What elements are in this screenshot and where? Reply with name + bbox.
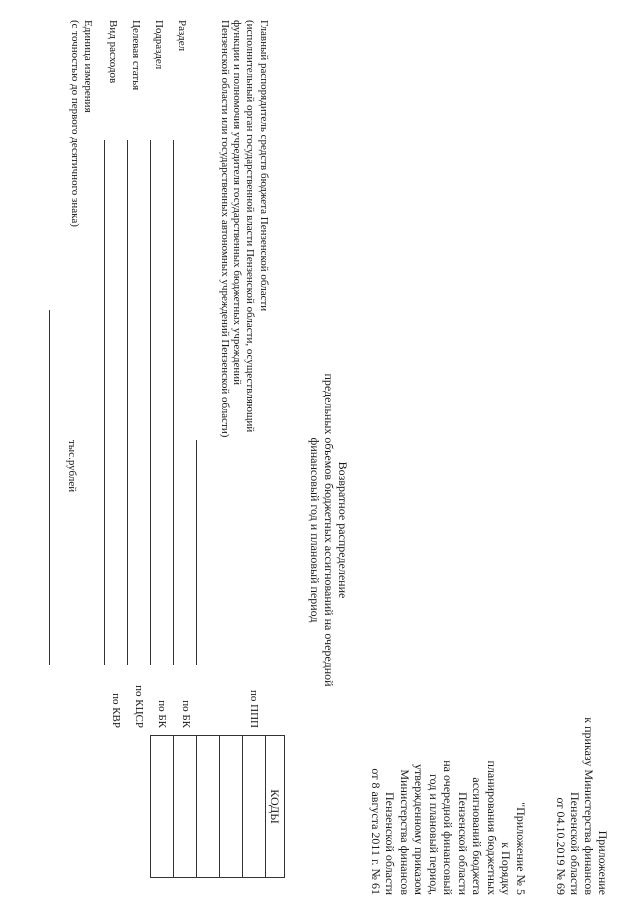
section-label: Раздел — [176, 20, 188, 52]
approval-line: Пензенской области — [568, 792, 582, 895]
code-label-ppp: по ППП — [248, 690, 260, 728]
expense-type-input-line[interactable] — [104, 140, 105, 665]
approval-block — [554, 635, 610, 895]
title-line: Возвратное распределение — [336, 461, 350, 599]
code-cell-section[interactable] — [220, 736, 243, 878]
title-line: финансовый год и плановый период — [308, 437, 322, 623]
gr-main-label: Главный распорядитель средств бюджета Пензенской области — [258, 20, 270, 312]
annex-block — [369, 715, 529, 895]
annex-line: Министерства финансов — [398, 769, 412, 895]
document-title — [308, 320, 350, 740]
expense-type-label: Вид расходов — [107, 20, 119, 84]
code-label-subsection: по БК — [156, 700, 168, 728]
annex-line: Пензенской области — [383, 792, 398, 895]
code-cell-ppp[interactable] — [243, 736, 266, 878]
annex-line: планирования бюджетных — [485, 760, 499, 895]
annex-line: от 8 августа 2011 г. № 61 — [369, 768, 383, 895]
section-input-line[interactable] — [173, 140, 174, 665]
unit-label: Единица измерения — [82, 20, 94, 113]
target-article-label: Целевая статья — [130, 20, 142, 91]
unit-value: тыс.рублей — [66, 440, 78, 493]
annex-line: к Порядку — [499, 842, 514, 895]
subsection-input-line[interactable] — [150, 140, 151, 665]
code-cell-subsection[interactable] — [197, 736, 220, 878]
code-label-kcsr: по КЦСР — [133, 685, 145, 728]
gr-input-line[interactable] — [196, 440, 197, 665]
approval-line: от 04.10.2019 № 69 — [554, 797, 568, 895]
approval-line: Приложение — [596, 830, 610, 895]
annex-line: Пензенской области — [456, 792, 470, 895]
annex-line: утвержденному приказом — [412, 764, 427, 895]
subsection-label: Подраздел — [153, 20, 165, 70]
unit-input-line[interactable] — [49, 310, 50, 665]
target-article-input-line[interactable] — [127, 140, 128, 665]
gr-description: (исполнительный орган государственной власти Пензенской области, осуществляющий функции и полномочия учредителя государственных бюджетных учреждений Пензенской области или государственных автономных учреждений Пензенской области) — [219, 20, 256, 438]
code-cell-kcsr[interactable] — [174, 736, 197, 878]
code-label-section: по БК — [180, 700, 192, 728]
code-label-kvr: по КВР — [110, 693, 122, 728]
codes-header: КОДЫ — [266, 736, 285, 878]
annex-line: ассигнований бюджета — [470, 777, 485, 895]
approval-line: к приказу Министерства финансов — [582, 717, 596, 895]
code-cell-kvr[interactable] — [151, 736, 174, 878]
codes-table — [150, 735, 285, 878]
unit-note: (с точностью до первого десятичного знака) — [69, 20, 81, 227]
annex-line: "Приложение № 5 — [514, 802, 528, 895]
title-line: предельных объемов бюджетных ассигнований на очередной — [322, 373, 336, 687]
annex-line: на очередной финансовый — [441, 760, 456, 895]
annex-line: год и плановый период, — [427, 773, 441, 895]
